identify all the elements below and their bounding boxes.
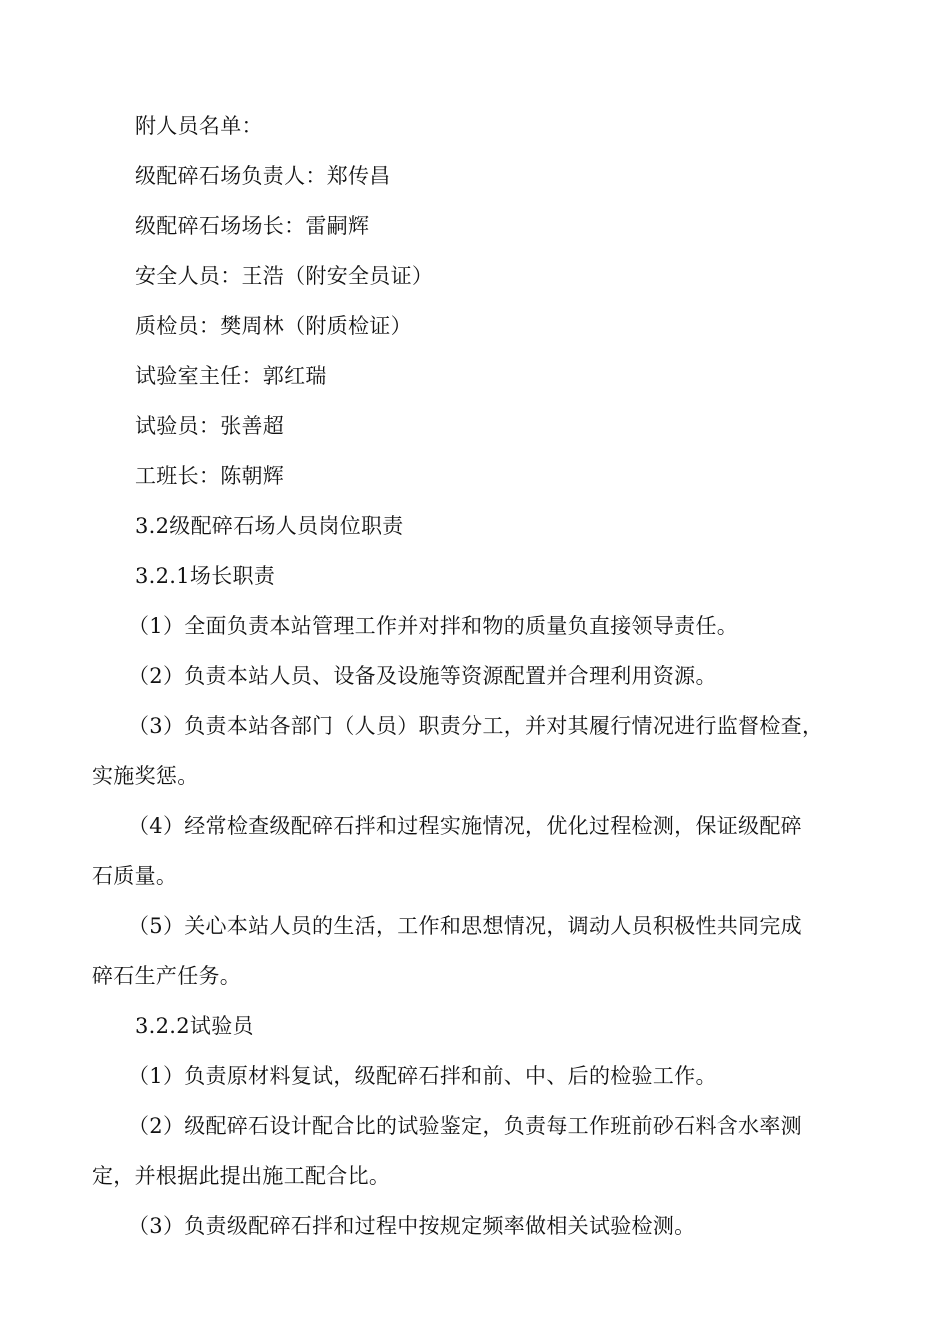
personnel-item: 质检员：樊周林（附质检证） xyxy=(135,314,412,338)
duty-item: （2）负责本站人员、设备及设施等资源配置并合理利用资源。 xyxy=(128,664,717,688)
subsection-title: 3.2.2试验员 xyxy=(135,1014,254,1038)
personnel-heading: 附人员名单： xyxy=(135,114,263,138)
personnel-item: 安全人员：王浩（附安全员证） xyxy=(135,264,434,288)
duty-item-continuation: 实施奖惩。 xyxy=(92,764,199,788)
duty-item: （5）关心本站人员的生活，工作和思想情况，调动人员积极性共同完成 xyxy=(128,914,802,938)
duty-item: （4）经常检查级配碎石拌和过程实施情况，优化过程检测，保证级配碎 xyxy=(128,814,802,838)
duty-item: （3）负责级配碎石拌和过程中按规定频率做相关试验检测。 xyxy=(128,1214,696,1238)
duty-item: （1）全面负责本站管理工作并对拌和物的质量负直接领导责任。 xyxy=(128,614,739,638)
duty-item-continuation: 定，并根据此提出施工配合比。 xyxy=(92,1164,391,1188)
duty-item-continuation: 碎石生产任务。 xyxy=(92,964,242,988)
personnel-item: 工班长：陈朝辉 xyxy=(135,464,285,488)
duty-item-continuation: 石质量。 xyxy=(92,864,178,888)
personnel-item: 级配碎石场负责人：郑传昌 xyxy=(135,164,391,188)
section-title: 3.2级配碎石场人员岗位职责 xyxy=(135,514,404,538)
personnel-item: 试验员：张善超 xyxy=(135,414,285,438)
duty-item: （1）负责原材料复试，级配碎石拌和前、中、后的检验工作。 xyxy=(128,1064,717,1088)
subsection-title: 3.2.1场长职责 xyxy=(135,564,276,588)
duty-item: （3）负责本站各部门（人员）职责分工，并对其履行情况进行监督检查， xyxy=(128,714,824,738)
duty-item: （2）级配碎石设计配合比的试验鉴定，负责每工作班前砂石料含水率测 xyxy=(128,1114,802,1138)
personnel-item: 试验室主任：郭红瑞 xyxy=(135,364,327,388)
personnel-item: 级配碎石场场长：雷嗣辉 xyxy=(135,214,370,238)
